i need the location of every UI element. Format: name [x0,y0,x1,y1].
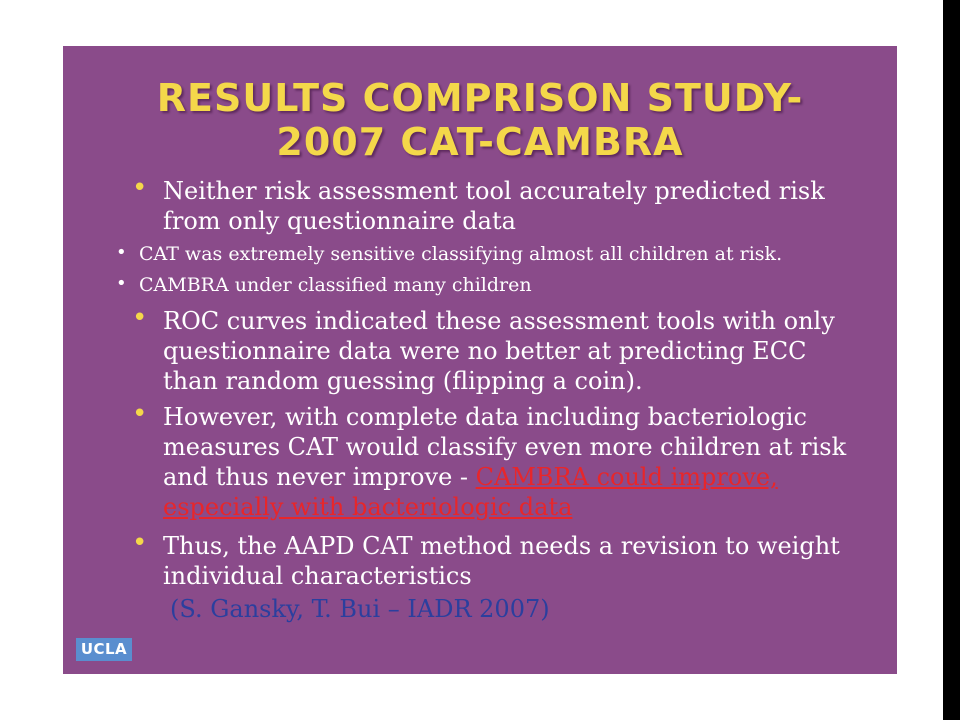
slide-title-line-1: RESULTS COMPRISON STUDY- [156,76,804,120]
bullet-item [132,173,863,236]
bullet-marker: • [132,173,148,203]
bullet-item [116,242,859,266]
cambra-link[interactable]: CAMBRA could improve, especially with bacteriologic data [163,463,778,521]
bullet-item [132,399,863,522]
slide [63,46,897,674]
slide-title-line-2: 2007 CAT-CAMBRA [276,120,684,164]
bullet-marker: • [132,528,148,558]
bullet-item [116,273,859,297]
bullet-text: Neither risk assessment tool accurately predicted risk from only questionnaire data [163,177,825,235]
bullet-marker: • [116,242,127,263]
bullet-text: Thus, the AAPD CAT method needs a revision to weight individual characteristics [163,532,840,590]
bullet-marker: • [116,273,127,294]
bullet-text: However, with complete data including bacteriologic measures CAT would classify even more children at risk and thus never improve - [163,403,847,491]
bullet-text: CAT was extremely sensitive classifying almost all children at risk. [139,243,783,265]
bullet-text: CAMBRA under classified many children [139,274,532,296]
citation: (S. Gansky, T. Bui – IADR 2007) [170,595,550,623]
bullet-text: ROC curves indicated these assessment tools with only questionnaire data were no better at predicting ECC than random guessing (flipping a coin). [163,307,835,395]
slide-title [63,76,897,164]
bullet-item [132,303,863,396]
bullet-marker: • [132,399,148,429]
bullet-item [132,528,863,591]
ucla-logo: UCLA [76,638,132,661]
bullet-marker: • [132,303,148,333]
